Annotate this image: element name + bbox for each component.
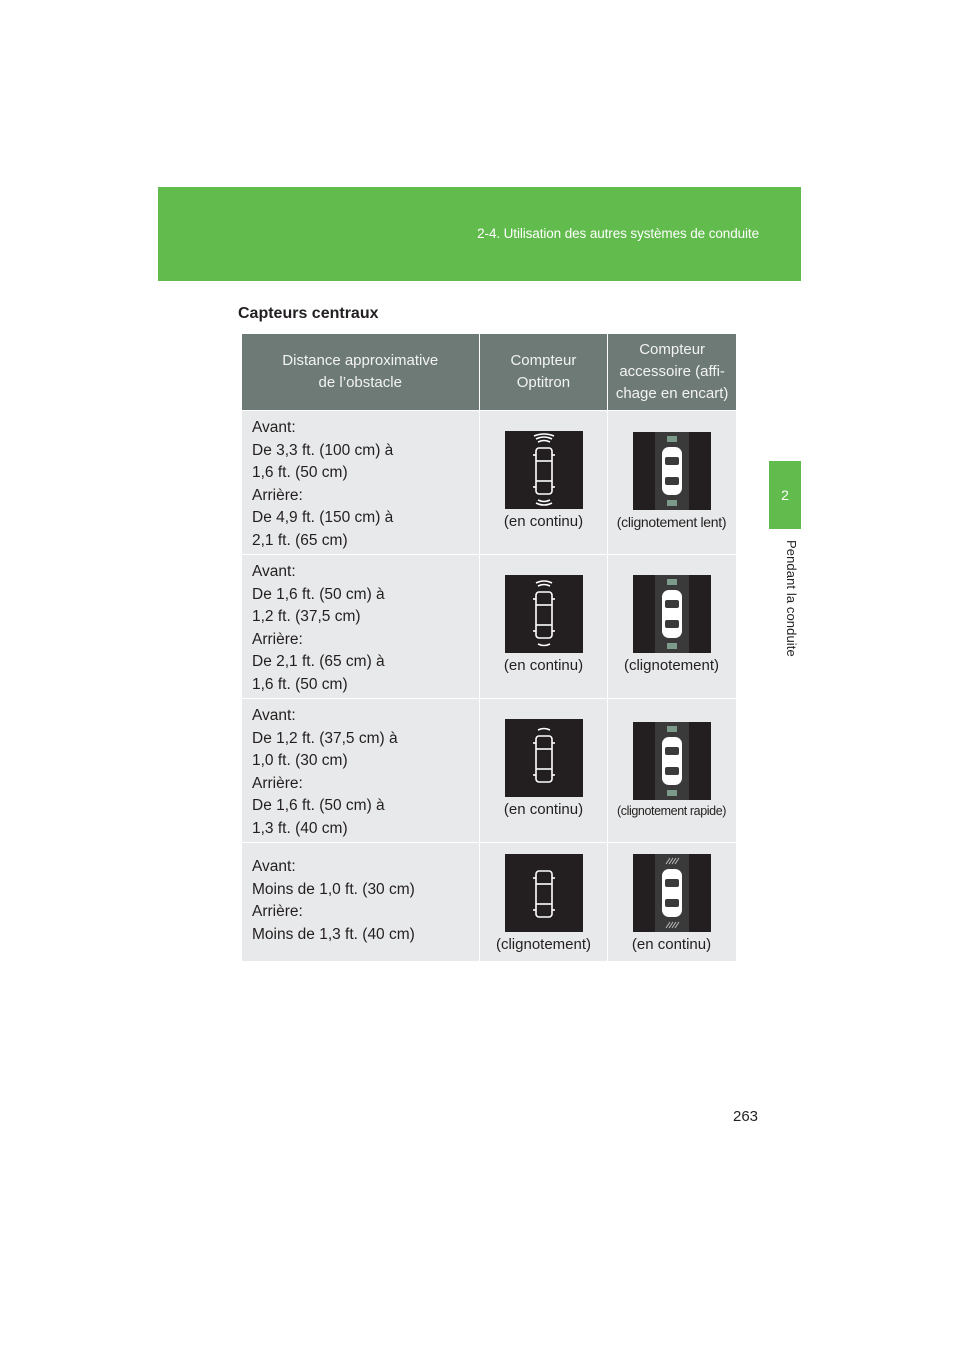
header-accessory-line1: Compteur xyxy=(639,341,706,358)
distance-line: De 1,2 ft. (37,5 cm) à xyxy=(252,729,398,747)
distance-line: Arrière: xyxy=(252,774,303,792)
page-number: 263 xyxy=(733,1108,759,1125)
table-row xyxy=(242,842,736,961)
accessory-caption: (clignotement rapide) xyxy=(616,804,727,818)
table-header xyxy=(242,334,736,410)
distance-cell xyxy=(242,699,479,842)
distance-line: 1,2 ft. (37,5 cm) xyxy=(252,608,361,626)
car-sensor-far-bar-icon xyxy=(633,432,711,510)
accessory-cell xyxy=(607,843,735,961)
table-row xyxy=(242,410,736,554)
header-distance-line2: de l’obstacle xyxy=(318,374,402,391)
distance-line: Arrière: xyxy=(252,903,303,921)
accessory-caption: (en continu) xyxy=(631,936,712,953)
table-row xyxy=(242,554,736,698)
distance-line: Avant: xyxy=(252,707,296,724)
accessory-cell xyxy=(607,699,735,842)
optitron-caption: (en continu) xyxy=(503,801,584,818)
table-row xyxy=(242,698,736,842)
car-sensor-hatched-bar-icon xyxy=(633,854,711,932)
distance-line: De 1,6 ft. (50 cm) à xyxy=(252,797,385,815)
car-sensor-1-arc-icon xyxy=(505,719,583,797)
header-accessory xyxy=(607,334,736,410)
distance-line: 1,0 ft. (30 cm) xyxy=(252,752,348,770)
distance-line: De 3,3 ft. (100 cm) à xyxy=(252,441,394,459)
distance-line: 1,6 ft. (50 cm) xyxy=(252,464,348,482)
distance-cell xyxy=(242,843,479,961)
optitron-caption: (en continu) xyxy=(503,657,584,674)
header-distance xyxy=(242,334,479,410)
header-accessory-line3: chage en encart) xyxy=(615,385,729,402)
distance-line: Moins de 1,3 ft. (40 cm) xyxy=(252,925,415,943)
distance-line: Arrière: xyxy=(252,486,303,504)
optitron-caption: (clignotement) xyxy=(495,936,592,953)
chapter-label: Pendant la conduite xyxy=(784,540,799,657)
header-optitron xyxy=(479,334,608,410)
accessory-cell xyxy=(607,411,735,554)
distance-line: De 4,9 ft. (150 cm) à xyxy=(252,509,394,527)
accessory-cell xyxy=(607,555,735,698)
car-sensor-2-arcs-icon xyxy=(505,575,583,653)
header-band xyxy=(158,187,801,281)
distance-cell xyxy=(242,555,479,698)
chapter-number: 2 xyxy=(781,487,789,503)
distance-line: Avant: xyxy=(252,858,296,875)
header-accessory-line2: accessoire (affi- xyxy=(619,363,725,380)
accessory-caption: (clignotement lent) xyxy=(616,514,727,530)
optitron-cell xyxy=(479,555,607,698)
accessory-caption: (clignotement) xyxy=(623,657,720,674)
distance-line: Arrière: xyxy=(252,630,303,648)
chapter-tab xyxy=(769,461,801,529)
distance-line: De 2,1 ft. (65 cm) à xyxy=(252,653,385,671)
car-sensor-mid-bar-icon xyxy=(633,575,711,653)
optitron-cell xyxy=(479,411,607,554)
distance-line: 1,6 ft. (50 cm) xyxy=(252,675,348,693)
distance-line: De 1,6 ft. (50 cm) à xyxy=(252,585,385,603)
car-sensor-3-arcs-icon xyxy=(505,431,583,509)
header-optitron-line2: Optitron xyxy=(516,374,571,391)
section-title: Capteurs centraux xyxy=(238,305,379,322)
optitron-cell xyxy=(479,843,607,961)
distance-cell xyxy=(242,411,479,554)
distance-line: 2,1 ft. (65 cm) xyxy=(252,531,348,549)
distance-line: Moins de 1,0 ft. (30 cm) xyxy=(252,880,415,898)
header-distance-line1: Distance approximative xyxy=(282,352,439,369)
car-sensor-flash-icon xyxy=(505,854,583,932)
distance-line: Avant: xyxy=(252,563,296,580)
distance-line: 1,3 ft. (40 cm) xyxy=(252,819,348,837)
header-optitron-line1: Compteur xyxy=(510,352,577,369)
car-sensor-near-bar-icon xyxy=(633,722,711,800)
optitron-caption: (en continu) xyxy=(503,513,584,530)
sensor-table xyxy=(242,334,736,961)
section-breadcrumb: 2-4. Utilisation des autres systèmes de conduite xyxy=(477,226,759,241)
distance-line: Avant: xyxy=(252,419,296,436)
optitron-cell xyxy=(479,699,607,842)
